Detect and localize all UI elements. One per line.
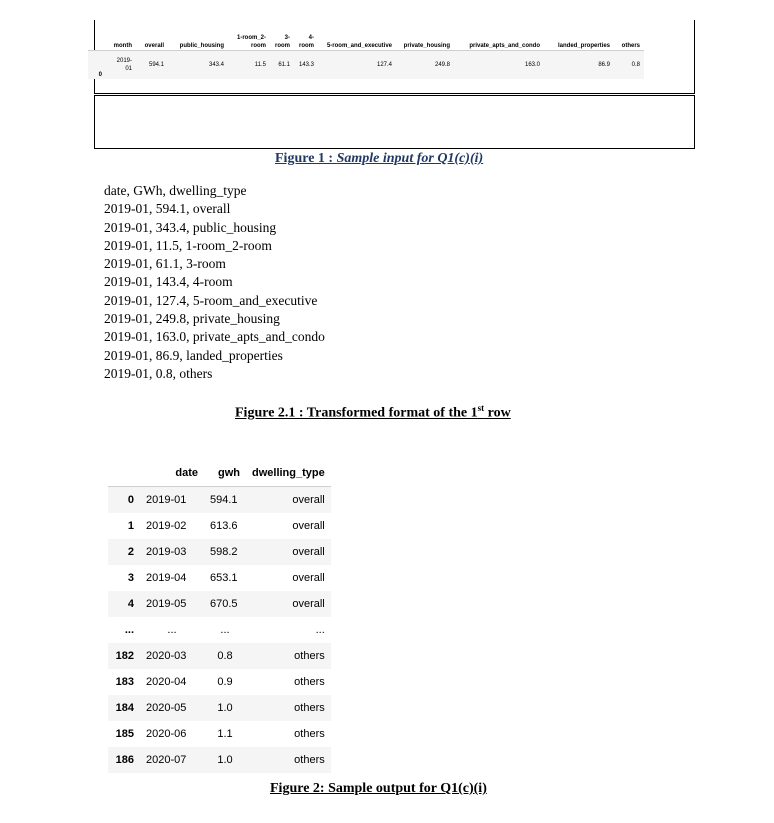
table-cell: overall — [292, 598, 325, 610]
column-header: 4-room — [299, 35, 314, 49]
figure2-1-caption — [235, 403, 511, 422]
table-cell: 2019-01 — [116, 57, 132, 72]
table-row — [108, 591, 331, 617]
figure2-1-caption-sup: st — [477, 403, 485, 413]
table-cell: others — [294, 676, 325, 688]
table-cell: 2020-07 — [146, 754, 187, 766]
figure1-caption-prefix: Figure 1 : — [275, 151, 337, 166]
column-header: private_apts_and_condo — [469, 43, 540, 49]
transformed-line: 2019-01, 11.5, 1-room_2-room — [104, 237, 272, 253]
table-cell: 2019-01 — [146, 494, 187, 506]
table-cell: 0.8 — [631, 61, 640, 68]
figure2-caption: Figure 2: Sample output for Q1(c)(i) — [270, 781, 487, 796]
row-index: 182 — [115, 650, 134, 662]
column-header: others — [621, 43, 640, 49]
table-cell: 2020-04 — [146, 676, 187, 688]
column-header — [108, 460, 140, 487]
table-cell: others — [294, 650, 325, 662]
table-cell: 2019-02 — [146, 520, 187, 532]
table-header-row — [108, 460, 331, 487]
table-cell: 1.0 — [217, 754, 233, 766]
column-header: public_housing — [179, 43, 224, 49]
table-cell: 594.1 — [210, 494, 238, 506]
table-row — [108, 747, 331, 773]
table-cell: others — [294, 754, 325, 766]
table-cell: overall — [292, 572, 325, 584]
transformed-line: date, GWh, dwelling_type — [104, 183, 247, 198]
table-cell: 2020-03 — [146, 650, 187, 662]
row-index: 4 — [127, 598, 134, 610]
table-row — [108, 539, 331, 565]
transformed-line: 2019-01, 594.1, overall — [104, 201, 231, 217]
table-cell: 653.1 — [210, 572, 238, 584]
table-cell: 0.9 — [217, 676, 233, 688]
column-header: 5-room_and_executive — [326, 43, 392, 49]
column-header: date — [140, 460, 204, 487]
figure2-output-table — [108, 460, 331, 773]
table-cell: others — [294, 702, 325, 714]
column-header: landed_properties — [557, 43, 610, 49]
row-index: 0 — [98, 71, 102, 78]
column-header: gwh — [204, 460, 246, 487]
transformed-line: 2019-01, 86.9, landed_properties — [104, 347, 283, 363]
table-cell: 2020-05 — [146, 702, 187, 714]
transformed-line: 2019-01, 143.4, 4-room — [104, 274, 233, 290]
table-row — [108, 617, 331, 643]
table-row — [108, 565, 331, 591]
table-cell: 11.5 — [254, 61, 266, 68]
column-header — [88, 34, 106, 51]
table-cell: 670.5 — [210, 598, 238, 610]
table-cell: 1.1 — [217, 728, 233, 740]
table-cell: 1.0 — [217, 702, 233, 714]
transformed-line: 2019-01, 163.0, private_apts_and_condo — [104, 329, 325, 345]
table-cell: ... — [220, 624, 230, 636]
table-row — [108, 695, 331, 721]
table-cell: 2019-05 — [146, 598, 187, 610]
table-row — [108, 721, 331, 747]
transformed-line: 2019-01, 343.4, public_housing — [104, 219, 277, 235]
table-row — [88, 51, 644, 79]
column-header: month — [113, 43, 132, 49]
figure2-1-caption-end: row — [484, 405, 511, 421]
table-cell: 143.3 — [298, 61, 314, 68]
table-cell: 2019-04 — [146, 572, 187, 584]
row-index: 186 — [115, 754, 134, 766]
row-index: 3 — [127, 572, 134, 584]
figure1-input-table — [88, 34, 644, 79]
table-cell: 86.9 — [598, 61, 610, 68]
table-cell: others — [294, 728, 325, 740]
figure2-1-caption-text: Figure 2.1 : Transformed format of the 1 — [235, 405, 478, 421]
transformed-line: 2019-01, 61.1, 3-room — [104, 256, 226, 272]
table-row — [108, 669, 331, 695]
column-header: dwelling_type — [246, 460, 331, 487]
figure1-frame-bottom — [94, 95, 695, 149]
table-header-row — [88, 34, 644, 51]
table-cell: 613.6 — [210, 520, 238, 532]
row-index: 2 — [127, 546, 134, 558]
row-index: 1 — [127, 520, 134, 532]
table-cell: 594.1 — [148, 61, 164, 68]
row-index: 0 — [127, 494, 134, 506]
table-row — [108, 643, 331, 669]
table-cell: 0.8 — [217, 650, 233, 662]
column-header: 1-room_2-room — [236, 35, 266, 49]
figure1-caption-text: Sample input for Q1(c)(i) — [336, 151, 484, 166]
table-cell: 2020-06 — [146, 728, 187, 740]
table-cell: overall — [292, 546, 325, 558]
table-cell: ... — [315, 624, 325, 636]
transformed-lines — [104, 182, 325, 383]
column-header: overall — [144, 43, 164, 49]
table-cell: 127.4 — [376, 61, 392, 68]
table-cell: 249.8 — [434, 61, 450, 68]
transformed-line: 2019-01, 249.8, private_housing — [104, 311, 280, 327]
table-cell: 2019-03 — [146, 546, 187, 558]
table-cell: overall — [292, 494, 325, 506]
transformed-line: 2019-01, 0.8, others — [104, 365, 213, 381]
table-cell: 61.1 — [278, 61, 290, 68]
table-cell: 343.4 — [208, 61, 224, 68]
table-cell: overall — [292, 520, 325, 532]
row-index: 183 — [115, 676, 134, 688]
column-header: private_housing — [403, 43, 450, 49]
table-row — [108, 487, 331, 514]
table-row — [108, 513, 331, 539]
table-cell: 163.0 — [524, 61, 540, 68]
table-cell: ... — [167, 624, 177, 636]
figure1-caption — [275, 151, 483, 167]
column-header: 3-room — [275, 35, 290, 49]
row-index: 185 — [115, 728, 134, 740]
row-index: 184 — [115, 702, 134, 714]
table-cell: 598.2 — [210, 546, 238, 558]
transformed-line: 2019-01, 127.4, 5-room_and_executive — [104, 292, 318, 308]
row-index: ... — [124, 624, 134, 636]
